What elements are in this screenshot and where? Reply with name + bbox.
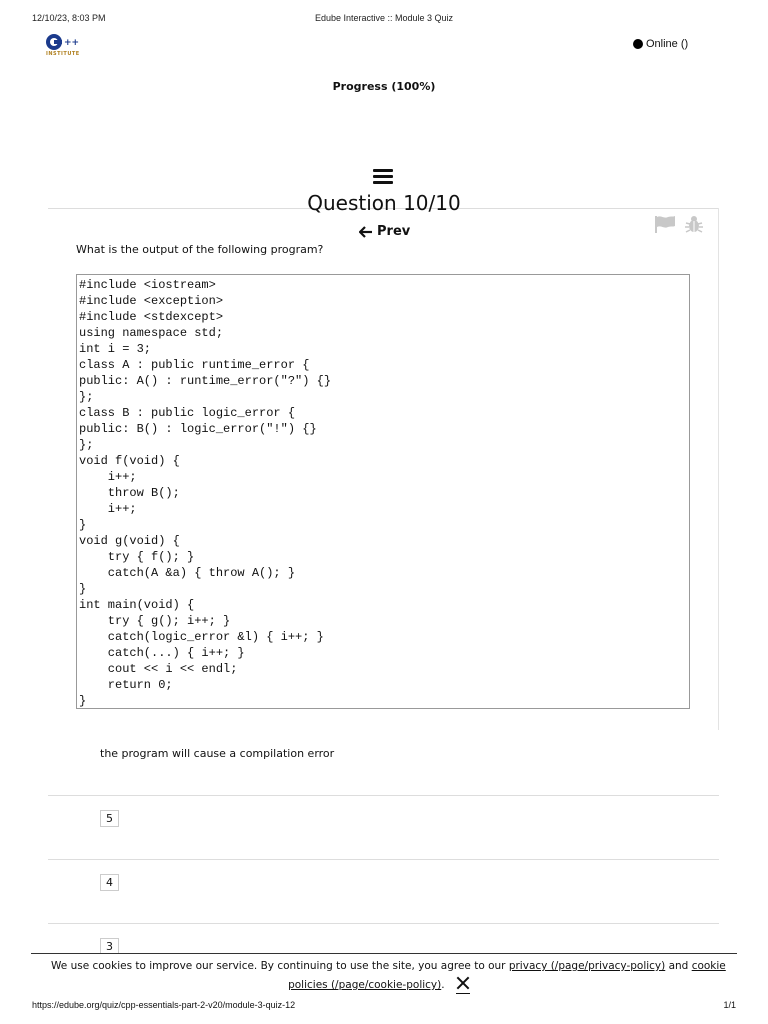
answer-option-3[interactable]: 4	[100, 874, 119, 891]
answer-option-1[interactable]: the program will cause a compilation error	[100, 747, 335, 760]
print-url: https://edube.org/quiz/cpp-essentials-part-2-v20/module-3-quiz-12	[32, 1000, 296, 1010]
hamburger-menu-icon[interactable]	[373, 169, 393, 185]
svg-text:++: ++	[64, 38, 80, 48]
cookie-policy-link[interactable]: policies (/page/cookie-policy)	[288, 979, 442, 991]
answer-divider	[48, 923, 719, 924]
bug-report-icon[interactable]	[684, 214, 704, 234]
prev-button[interactable]	[359, 224, 410, 239]
print-page-title: Edube Interactive :: Module 3 Quiz	[314, 13, 454, 23]
answer-option-2[interactable]: 5	[100, 810, 119, 827]
question-prompt: What is the output of the following program?	[76, 243, 324, 256]
online-status	[633, 38, 688, 50]
cookie-text	[51, 960, 726, 972]
flag-icon[interactable]	[654, 215, 676, 233]
answer-divider	[48, 795, 719, 796]
prev-label: Prev	[377, 224, 411, 239]
answer-option-4[interactable]: 3	[100, 938, 119, 955]
progress-label: Progress (100%)	[332, 80, 436, 93]
question-card-right-border	[718, 208, 719, 730]
print-page-number: 1/1	[723, 1000, 736, 1010]
status-label: Online ()	[646, 38, 689, 50]
logo-wordmark: INSTITUTE	[46, 51, 80, 57]
status-dot-icon	[633, 39, 643, 49]
cookie-text-start: We use cookies to improve our service. By continuing to use the site, you agree to our	[51, 960, 509, 972]
close-underline	[456, 993, 470, 994]
code-block	[76, 274, 690, 709]
privacy-policy-link[interactable]: privacy (/page/privacy-policy)	[508, 960, 666, 972]
answer-divider	[48, 859, 719, 860]
code-text: #include <iostream> #include <exception> #include <stdexcept> using namespace std; int i = 3; class A : public runtime_error { public: A() : runtime_error("?") {} }; class B : public logic_error { public: B() : logic_error("!") {} }; void f(void) { i++; throw B(); i++; } void g(void) { try { f(); } catch(A &a) { throw A(); } } int main(void) { try { g(); i++; } catch(logic_error &l) { i++; } catch(...) { i++; } cout << i << endl; return 0; }	[79, 278, 332, 708]
question-title: Question 10/10	[307, 191, 461, 215]
cookie-text-end: .	[441, 979, 445, 991]
cookie-text-line2	[0, 979, 768, 991]
close-cookie-icon[interactable]	[456, 976, 470, 990]
arrow-left-icon	[359, 226, 373, 238]
cookie-policy-link-part1[interactable]: cookie	[691, 960, 726, 972]
print-datetime: 12/10/23, 8:03 PM	[32, 13, 106, 23]
cookie-text-middle: and	[665, 960, 692, 972]
